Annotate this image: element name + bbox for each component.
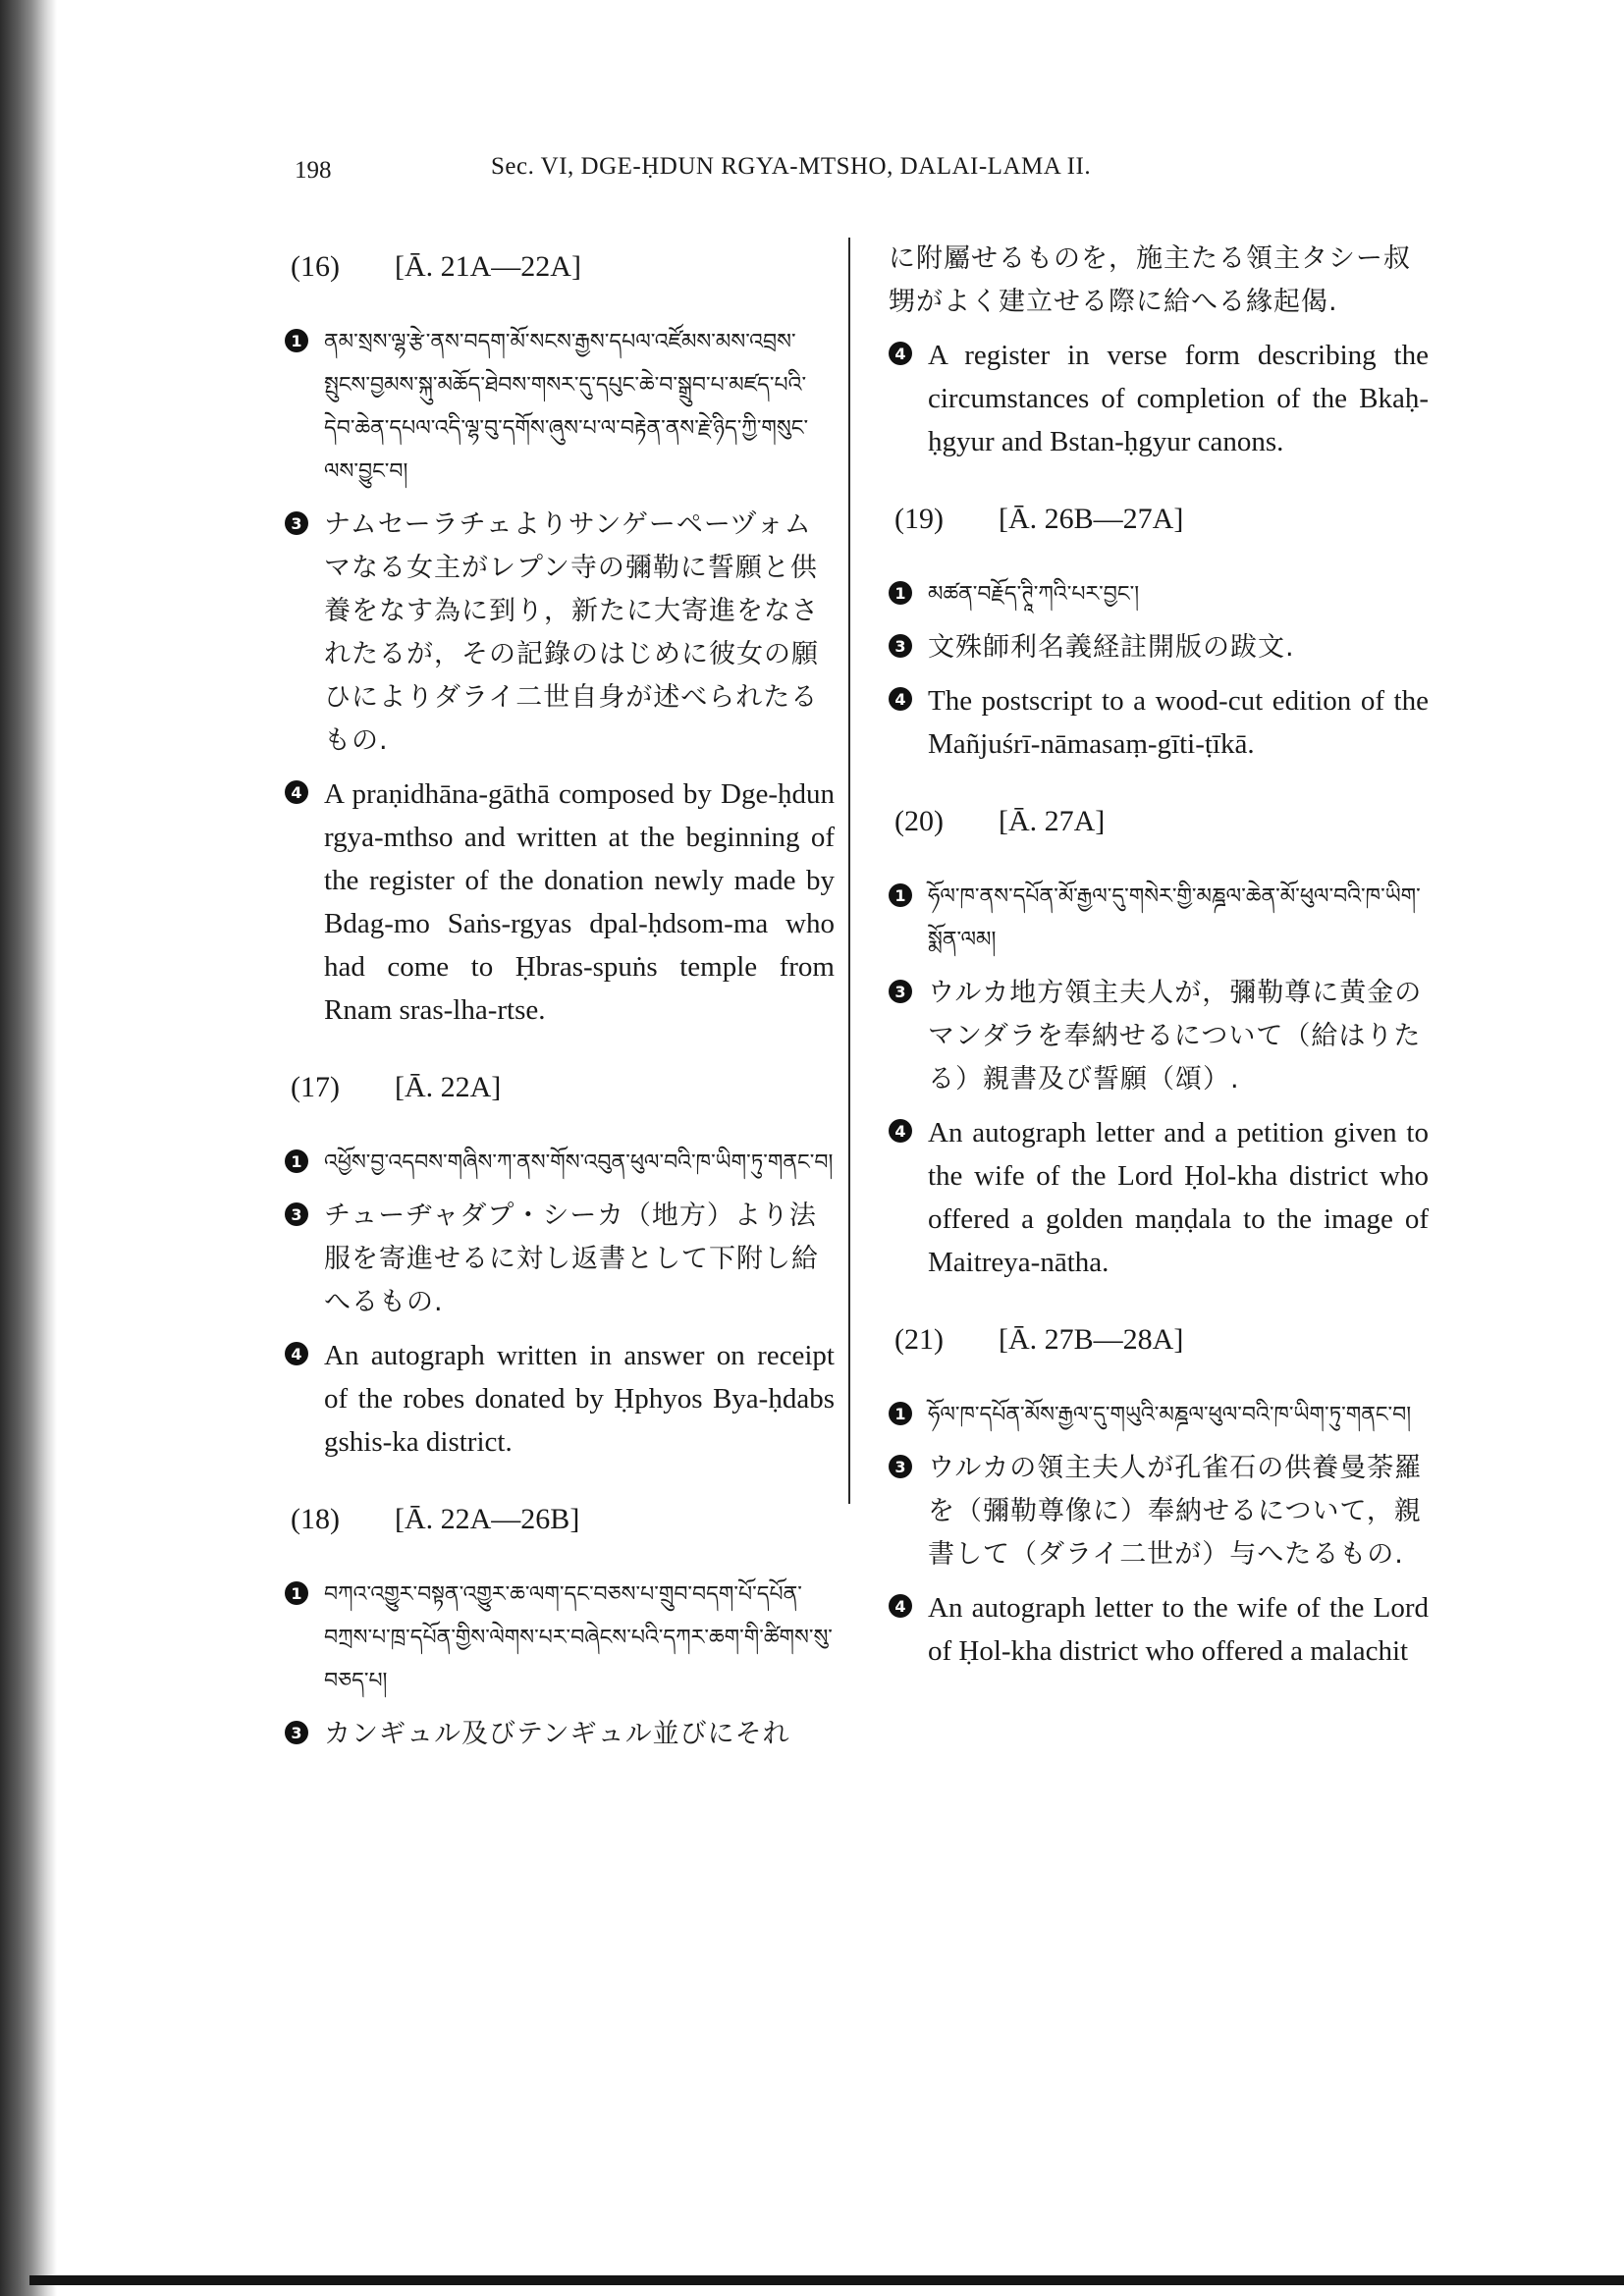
marker-3-icon: 3 — [285, 1721, 308, 1744]
entry-heading — [291, 1071, 835, 1104]
entry-number: (16) — [291, 250, 340, 283]
tibetan-text: བཀའ་འགྱུར་བསྟན་འགྱུར་ཆ་ལག་དང་བཅས་པ་གྲུབ་བདག་པོ་དཔོན་བཀྲས་པ་ཁྲ་དཔོན་གྱིས་ལེགས་པར་བཞེངས་པའི་དཀར་ཆག་གི་ཚིགས་སུ་བཅད་པ། — [324, 1582, 833, 1693]
entry-ref: [Ā. 21A—22A] — [394, 250, 581, 283]
japanese-title — [889, 972, 1429, 1101]
entry-ref: [Ā. 22A—26B] — [394, 1503, 580, 1535]
japanese-title — [285, 1195, 835, 1324]
marker-3-icon: 3 — [285, 1202, 308, 1226]
entry-ref: [Ā. 27B—28A] — [998, 1323, 1184, 1356]
entry-ref: [Ā. 27A] — [998, 805, 1106, 837]
bottom-rule — [29, 2275, 1624, 2285]
english-text: A praṇidhāna-gāthā composed by Dge-ḥdun rgya-mthso and written at the beginning of the register of the donation newly made by Bdag-mo Saṅs-rgyas dpal-ḥdsom-ma who had come to Ḥbras-spuṅs temple from Rnam sras-lha-rtse. — [324, 778, 835, 1026]
left-column — [285, 250, 835, 1766]
marker-1-icon: 1 — [285, 1149, 308, 1173]
entry-heading — [291, 1503, 835, 1536]
entry-number: (21) — [894, 1323, 944, 1356]
japanese-title — [285, 1713, 835, 1756]
entry-heading — [894, 1323, 1429, 1357]
marker-4-icon: 4 — [889, 687, 912, 711]
page-number: 198 — [295, 157, 332, 184]
english-text: A register in verse form describing the circumstances of completion of the Bkaḥ-ḥgyur and Bstan-ḥgyur canons. — [928, 340, 1429, 457]
book-binding-shadow — [0, 0, 57, 2296]
marker-1-icon: 1 — [285, 329, 308, 352]
marker-3-icon: 3 — [889, 1455, 912, 1478]
japanese-title — [889, 1447, 1429, 1576]
entry-heading — [894, 805, 1429, 838]
entry-heading — [894, 503, 1429, 536]
entry-number: (20) — [894, 805, 944, 837]
japanese-title-continued — [889, 238, 1429, 324]
marker-1-icon: 1 — [889, 1402, 912, 1425]
column-divider — [848, 238, 850, 1504]
entry-heading — [291, 250, 835, 284]
japanese-title — [285, 504, 835, 763]
marker-4-icon: 4 — [889, 1594, 912, 1618]
entry-20 — [889, 805, 1429, 1284]
entry-17 — [285, 1071, 835, 1464]
english-text: An autograph letter and a petition given to the wife of the Lord Ḥol-kha district who offered a golden maṇḍala to the image of Maitreya-nātha. — [928, 1117, 1429, 1278]
english-title — [285, 1334, 835, 1464]
english-text: The postscript to a wood-cut edition of the Mañjuśrī-nāmasaṃ-gīti-ṭīkā. — [928, 685, 1429, 760]
japanese-text: カンギュル及びテンギュル並びにそれ — [324, 1719, 790, 1749]
japanese-text: に附屬せるものを，施主たる領主タシー叔甥がよく建立せる際に給へる緣起偈. — [889, 243, 1411, 317]
marker-3-icon: 3 — [889, 634, 912, 658]
marker-4-icon: 4 — [889, 1119, 912, 1143]
english-title — [889, 1111, 1429, 1284]
running-title: Sec. VI, DGE-ḤDUN RGYA-MTSHO, DALAI-LAMA II. — [491, 153, 1092, 180]
marker-3-icon: 3 — [889, 980, 912, 1003]
marker-3-icon: 3 — [285, 511, 308, 535]
english-title — [889, 1586, 1429, 1673]
entry-number: (18) — [291, 1503, 340, 1535]
japanese-text: ウルカの領主夫人が孔雀石の供養曼荼羅を（彌勒尊像に）奉納せるについて，親書して（ダライ二世が）与へたるもの. — [928, 1453, 1423, 1570]
japanese-text: 文殊師利名義経註開版の跋文. — [928, 632, 1295, 663]
tibetan-text: ནམ་སྲས་ལྷ་རྩེ་ནས་བདག་མོ་སངས་རྒྱས་དཔལ་འཛོམས་མས་འབྲས་སྤུངས་བྱམས་སྐུ་མཆོད་ཐེབས་གསར་དུ་དཔུང་ཆེ་བ་སྒྲུབ་པ་མཛད་པའི་དེབ་ཆེན་དཔལ་འདི་ལྷ་བུ་དགོས་ཞུས་པ་ལ་བརྟེན་ནས་རྗེ་ཉིད་ཀྱི་གསུང་ལས་བྱུང་བ། — [324, 330, 809, 484]
tibetan-text: མཚན་བརྗོད་ཊཱི་ཀའི་པར་བྱང་། — [928, 582, 1140, 607]
english-title — [889, 679, 1429, 766]
tibetan-text: འཕྱོས་བྱ་འདབས་གཞིས་ཀ་ནས་གོས་འབུན་ཕུལ་བའི་ཁ་ཡིག་ཏུ་གནང་བ། — [324, 1150, 834, 1175]
english-title — [285, 773, 835, 1032]
english-text: An autograph letter to the wife of the Lord of Ḥol-kha district who offered a malachit — [928, 1592, 1429, 1667]
japanese-text: ナムセーラチェよりサンゲーペーヅォムマなる女主がレプン寺の彌勒に誓願と供養をなす為に到り，新たに大寄進をなされたるが，その記錄のはじめに彼女の願ひによりダライ二世自身が述べられたるもの. — [324, 509, 819, 756]
entry-number: (17) — [291, 1071, 340, 1103]
marker-1-icon: 1 — [889, 581, 912, 605]
entry-19 — [889, 503, 1429, 766]
tibetan-text: ཧོལ་ཁ་ནས་དཔོན་མོ་རྒྱལ་དུ་གསེར་གྱི་མཎྜལ་ཆེན་མོ་ཕུལ་བའི་ཁ་ཡིག་སྨོན་ལམ། — [928, 884, 1421, 952]
tibetan-title — [889, 573, 1429, 616]
tibetan-text: ཧོལ་ཁ་དཔོན་མོས་རྒྱལ་དུ་གཡུའི་མཎྜལ་ཕུལ་བའི་ཁ་ཡིག་ཏུ་གནང་བ། — [928, 1403, 1412, 1427]
japanese-title — [889, 626, 1429, 669]
tibetan-title — [889, 876, 1429, 962]
entry-ref: [Ā. 26B—27A] — [998, 503, 1184, 535]
right-column — [889, 238, 1429, 1682]
tibetan-title — [285, 1574, 835, 1703]
marker-4-icon: 4 — [889, 342, 912, 365]
marker-4-icon: 4 — [285, 780, 308, 804]
english-title — [889, 334, 1429, 463]
marker-1-icon: 1 — [285, 1581, 308, 1605]
japanese-text: ウルカ地方領主夫人が，彌勒尊に黄金のマンダラを奉納せるについて（給はりたる）親書及び誓願（頌）. — [928, 978, 1423, 1095]
tibetan-title — [889, 1394, 1429, 1437]
entry-21 — [889, 1323, 1429, 1673]
tibetan-title — [285, 321, 835, 494]
entry-18 — [285, 1503, 835, 1756]
english-text: An autograph written in answer on receipt of the robes donated by Ḥphyos Bya-ḥdabs gshis-ka district. — [324, 1340, 835, 1458]
entry-ref: [Ā. 22A] — [394, 1071, 502, 1103]
tibetan-title — [285, 1142, 835, 1185]
entry-number: (19) — [894, 503, 944, 535]
marker-4-icon: 4 — [285, 1342, 308, 1365]
entry-16 — [285, 250, 835, 1032]
marker-1-icon: 1 — [889, 883, 912, 907]
japanese-text: チューヂャダプ・シーカ（地方）より法服を寄進せるに対し返書として下附し給へるもの. — [324, 1201, 819, 1317]
